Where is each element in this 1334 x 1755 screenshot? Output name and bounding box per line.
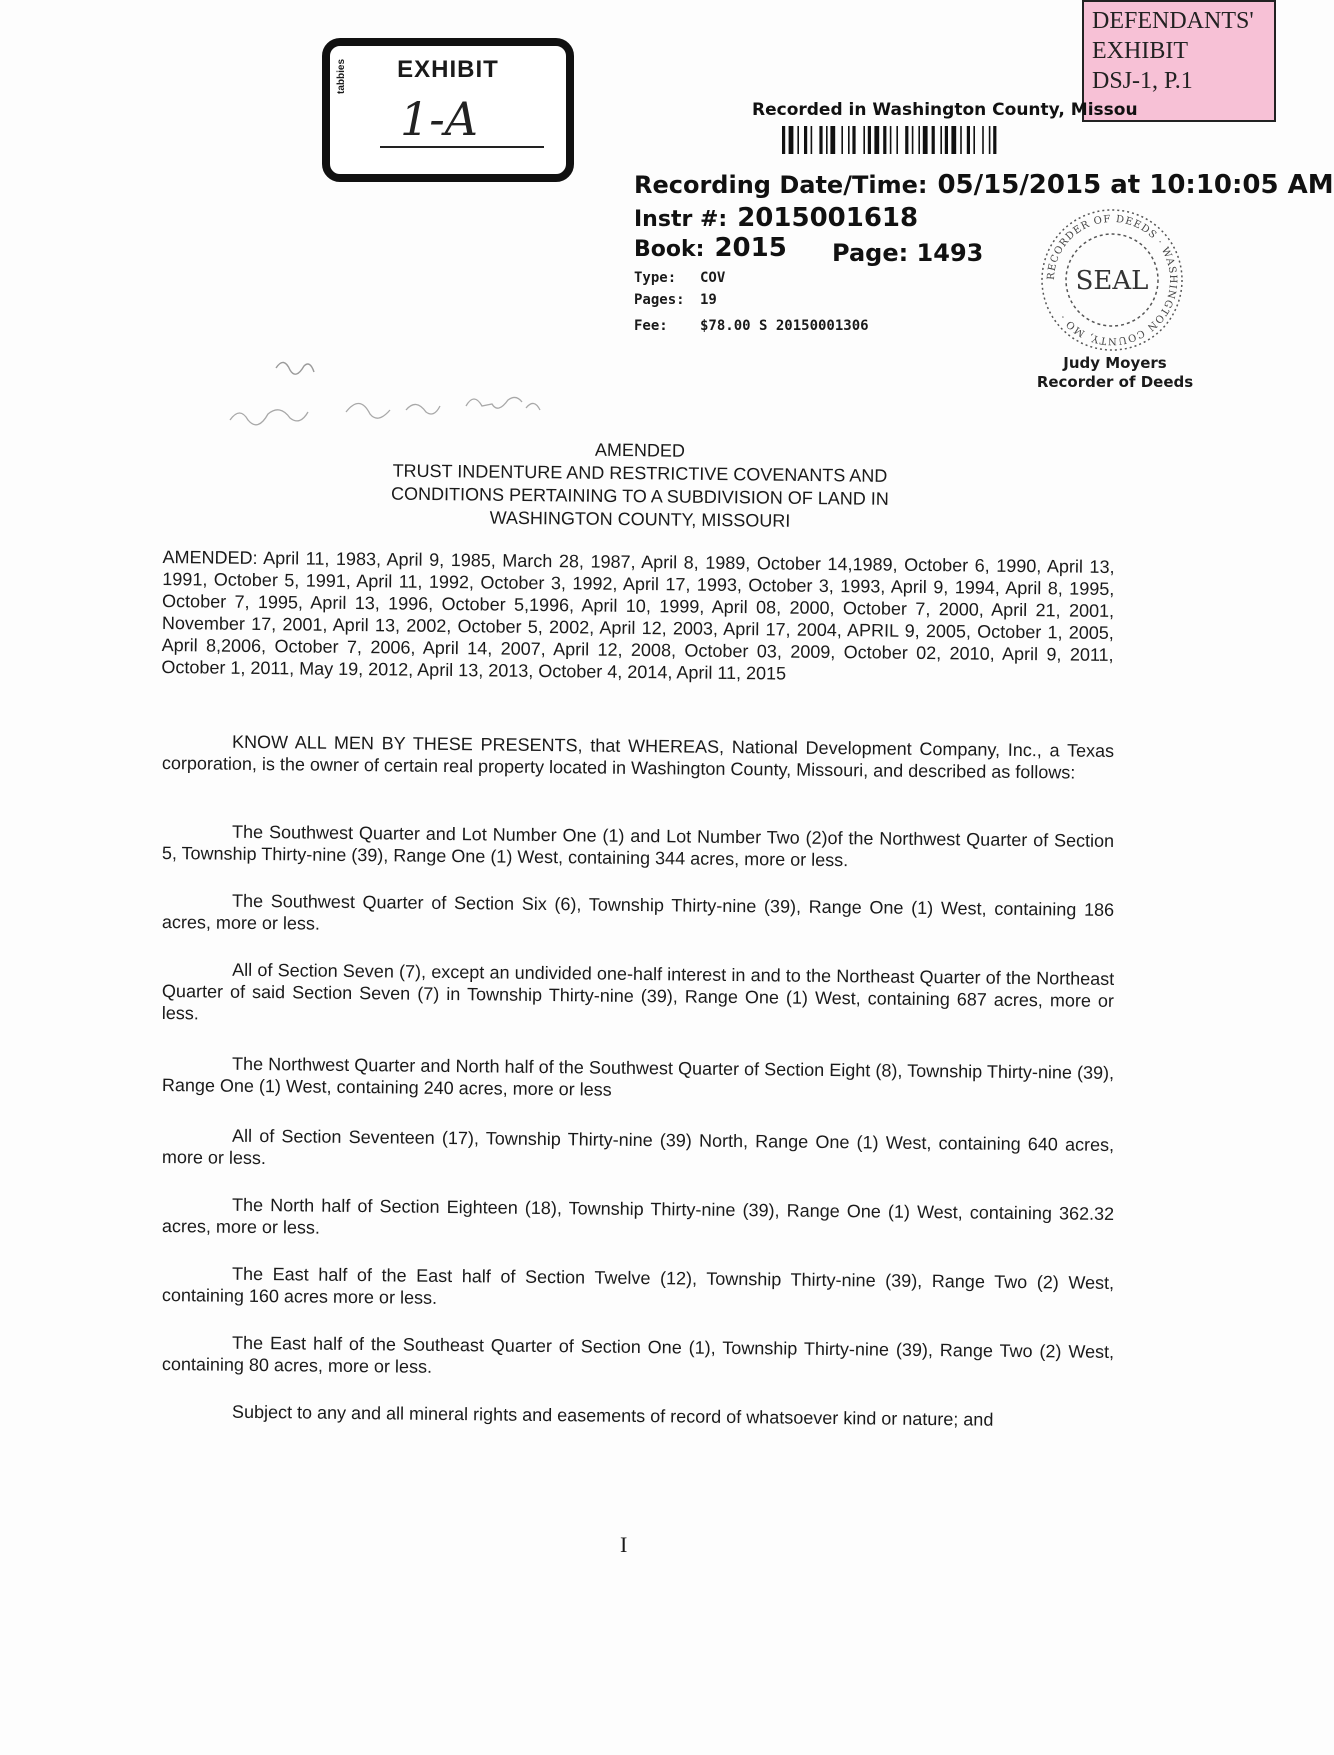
- barcode-bar: [782, 126, 785, 154]
- barcode-bar: [789, 126, 794, 154]
- barcode-bar: [852, 126, 855, 154]
- barcode-bar: [811, 126, 813, 154]
- paragraph-text: KNOW ALL MEN BY THESE PRESENTS, that WHEREAS, National Development Company, Inc., a Texas corporation, is the owner of certain real property located in Washington County, Missouri, and described as follows:: [161, 731, 1115, 783]
- recorder-title: Recorder of Deeds: [1036, 373, 1194, 391]
- barcode-bar: [896, 126, 898, 154]
- barcode-bar: [982, 126, 984, 154]
- heading-line3: CONDITIONS PERTAINING TO A SUBDIVISION OF LAND IN: [391, 483, 889, 509]
- exhibit-tab: [322, 38, 574, 182]
- barcode-bar: [863, 126, 865, 154]
- barcode-bar: [932, 126, 935, 154]
- paragraph-know-all-men: [162, 730, 1114, 784]
- barcode-bar: [819, 126, 822, 154]
- exhibit-brand: tabbies: [336, 58, 347, 94]
- barcode-bar: [905, 126, 908, 154]
- paragraph-text: The East half of the East half of Section Twelve (12), Township Thirty-nine (39), Range Two (2) West, containing 160 acres more or less.: [161, 1263, 1115, 1308]
- fee-label: Fee:: [634, 318, 668, 334]
- amended-dates: AMENDED: April 11, 1983, April 9, 1985, March 28, 1987, April 8, 1989, October 14,1989, October 6, 1990, April 13, 1991, October 5, 1991, April 11, 1992, October 3, 1992, April 17, 1993, October 3, 1993, April 9, 1994, April 8, 1995, October 7, 1995, April 13, 1996, October 5,1996, April 10, 1999, April 08, 2000, October 7, 2000, April 21, 2001, November 17, 2001, April 13, 2002, October 5, 2002, April 12, 2003, April 17, 2004, APRIL 9, 2005, October 1, 2005, April 8,2006, October 7, 2006, April 14, 2007, April 12, 2008, October 03, 2009, October 02, 2010, April 9, 2011, October 1, 2011, May 19, 2012, April 13, 2013, October 4, 2014, April 11, 2015: [161, 547, 1115, 684]
- barcode-bar: [868, 126, 871, 154]
- type-value: COV: [700, 270, 726, 286]
- barcode-bar: [848, 126, 850, 154]
- instr-value: 2015001618: [737, 203, 919, 233]
- paragraph-tract-2: [162, 889, 1114, 943]
- page-footer-number: I: [620, 1532, 628, 1557]
- barcode-bar: [923, 126, 928, 154]
- barcode-bar: [797, 126, 799, 154]
- exhibit-number: 1-A: [400, 92, 479, 146]
- type-label: Type:: [634, 270, 677, 286]
- book-label: Book:: [634, 237, 705, 262]
- defendants-label-line3: DSJ-1, P.1: [1092, 68, 1193, 94]
- paragraph-text: All of Section Seven (7), except an undivided one-half interest in and to the Northeast Quarter of the Northeast Quarter of said Section Seven (7) in Township Thirty-nine (39), Range One (1) West, containing 687 acres, more or less.: [161, 959, 1115, 1024]
- paragraph-tract-5: [162, 1124, 1114, 1178]
- paragraph-tract-3: [162, 958, 1115, 1034]
- paragraph-text: The East half of the Southeast Quarter of Section One (1), Township Thirty-nine (39), Range Two (2) West, containing 80 acres, more or less.: [161, 1332, 1115, 1377]
- barcode-bar: [945, 126, 948, 154]
- paragraph-text: The North half of Section Eighteen (18), Township Thirty-nine (39), Range One (1) West, containing 362.32 acres, more or less.: [161, 1194, 1115, 1238]
- barcode-bar: [890, 126, 892, 154]
- recording-date-value: 05/15/2015 at 10:10:05 AM: [937, 170, 1334, 200]
- barcode-bar: [951, 126, 956, 154]
- barcode-bar: [912, 126, 914, 154]
- heading-amended: AMENDED: [594, 439, 686, 461]
- barcode-bar: [883, 126, 886, 154]
- recorder-block: [1030, 354, 1200, 392]
- barcode-bar: [874, 126, 879, 154]
- seal-center-text: SEAL: [1075, 266, 1149, 296]
- recording-date: [634, 170, 1334, 200]
- heading-line2: TRUST INDENTURE AND RESTRICTIVE COVENANTS AND: [392, 460, 888, 486]
- barcode-bar: [918, 126, 920, 154]
- paragraph-text: The Southwest Quarter of Section Six (6), Township Thirty-nine (39), Range One (1) West, containing 186 acres, more or less.: [161, 890, 1115, 934]
- page-number-record: Page: 1493: [832, 239, 984, 267]
- barcode-bar: [989, 126, 991, 154]
- pages-label: Pages:: [634, 292, 685, 308]
- exhibit-underline: [380, 146, 544, 148]
- pages-value: 19: [700, 292, 717, 308]
- barcode: [782, 126, 1054, 154]
- defendants-label-line2: EXHIBIT: [1092, 38, 1188, 64]
- barcode-bar: [841, 126, 843, 154]
- paragraph-subject-to: [162, 1400, 1114, 1432]
- barcode-bar: [826, 126, 828, 154]
- recorded-county-line: Recorded in Washington County, Missou: [752, 100, 1138, 120]
- seal-ring-text: RECORDER OF DEEDS · WASHINGTON COUNTY, MO ·: [1045, 213, 1179, 347]
- recorder-seal: [1038, 206, 1186, 354]
- instrument-number: [634, 203, 918, 233]
- barcode-bar: [804, 126, 807, 154]
- recording-date-label: Recording Date/Time:: [634, 171, 928, 199]
- barcode-bar: [830, 126, 835, 154]
- barcode-bar: [993, 126, 996, 154]
- barcode-bar: [973, 126, 975, 154]
- handwritten-notation: [226, 348, 606, 438]
- paragraph-tract-1: [162, 820, 1114, 874]
- defendants-label-line1: DEFENDANTS': [1092, 8, 1254, 34]
- paragraph-text: The Northwest Quarter and North half of the Southwest Quarter of Section Eight (8), Township Thirty-nine (39), Range One (1) West, containing 240 acres, more or less: [161, 1053, 1115, 1100]
- exhibit-title: EXHIBIT: [397, 56, 499, 83]
- paragraph-text: Subject to any and all mineral rights and easements of record of whatsoever kind or nature; and: [231, 1401, 994, 1430]
- paragraph-tract-4: [162, 1052, 1114, 1106]
- barcode-bar: [967, 126, 970, 154]
- fee-value: $78.00 S 20150001306: [700, 318, 869, 334]
- recorder-name: Judy Moyers: [1063, 354, 1167, 372]
- instr-label: Instr #:: [634, 207, 728, 232]
- paragraph-text: The Southwest Quarter and Lot Number One (1) and Lot Number Two (2)of the Northwest Quarter of Section 5, Township Thirty-nine (39), Range One (1) West, containing 344 acres, more or less.: [161, 821, 1115, 871]
- paragraph-tract-6: [162, 1193, 1114, 1247]
- paragraph-tract-8: [162, 1331, 1114, 1385]
- heading-line4: WASHINGTON COUNTY, MISSOURI: [489, 507, 791, 531]
- barcode-bar: [960, 126, 962, 154]
- paragraph-tract-7: [162, 1262, 1114, 1316]
- book-number: [634, 233, 787, 263]
- paragraph-text: All of Section Seventeen (17), Township Thirty-nine (39) North, Range One (1) West, containing 640 acres, more or less.: [161, 1125, 1115, 1169]
- barcode-bar: [940, 126, 942, 154]
- book-value: 2015: [714, 233, 787, 263]
